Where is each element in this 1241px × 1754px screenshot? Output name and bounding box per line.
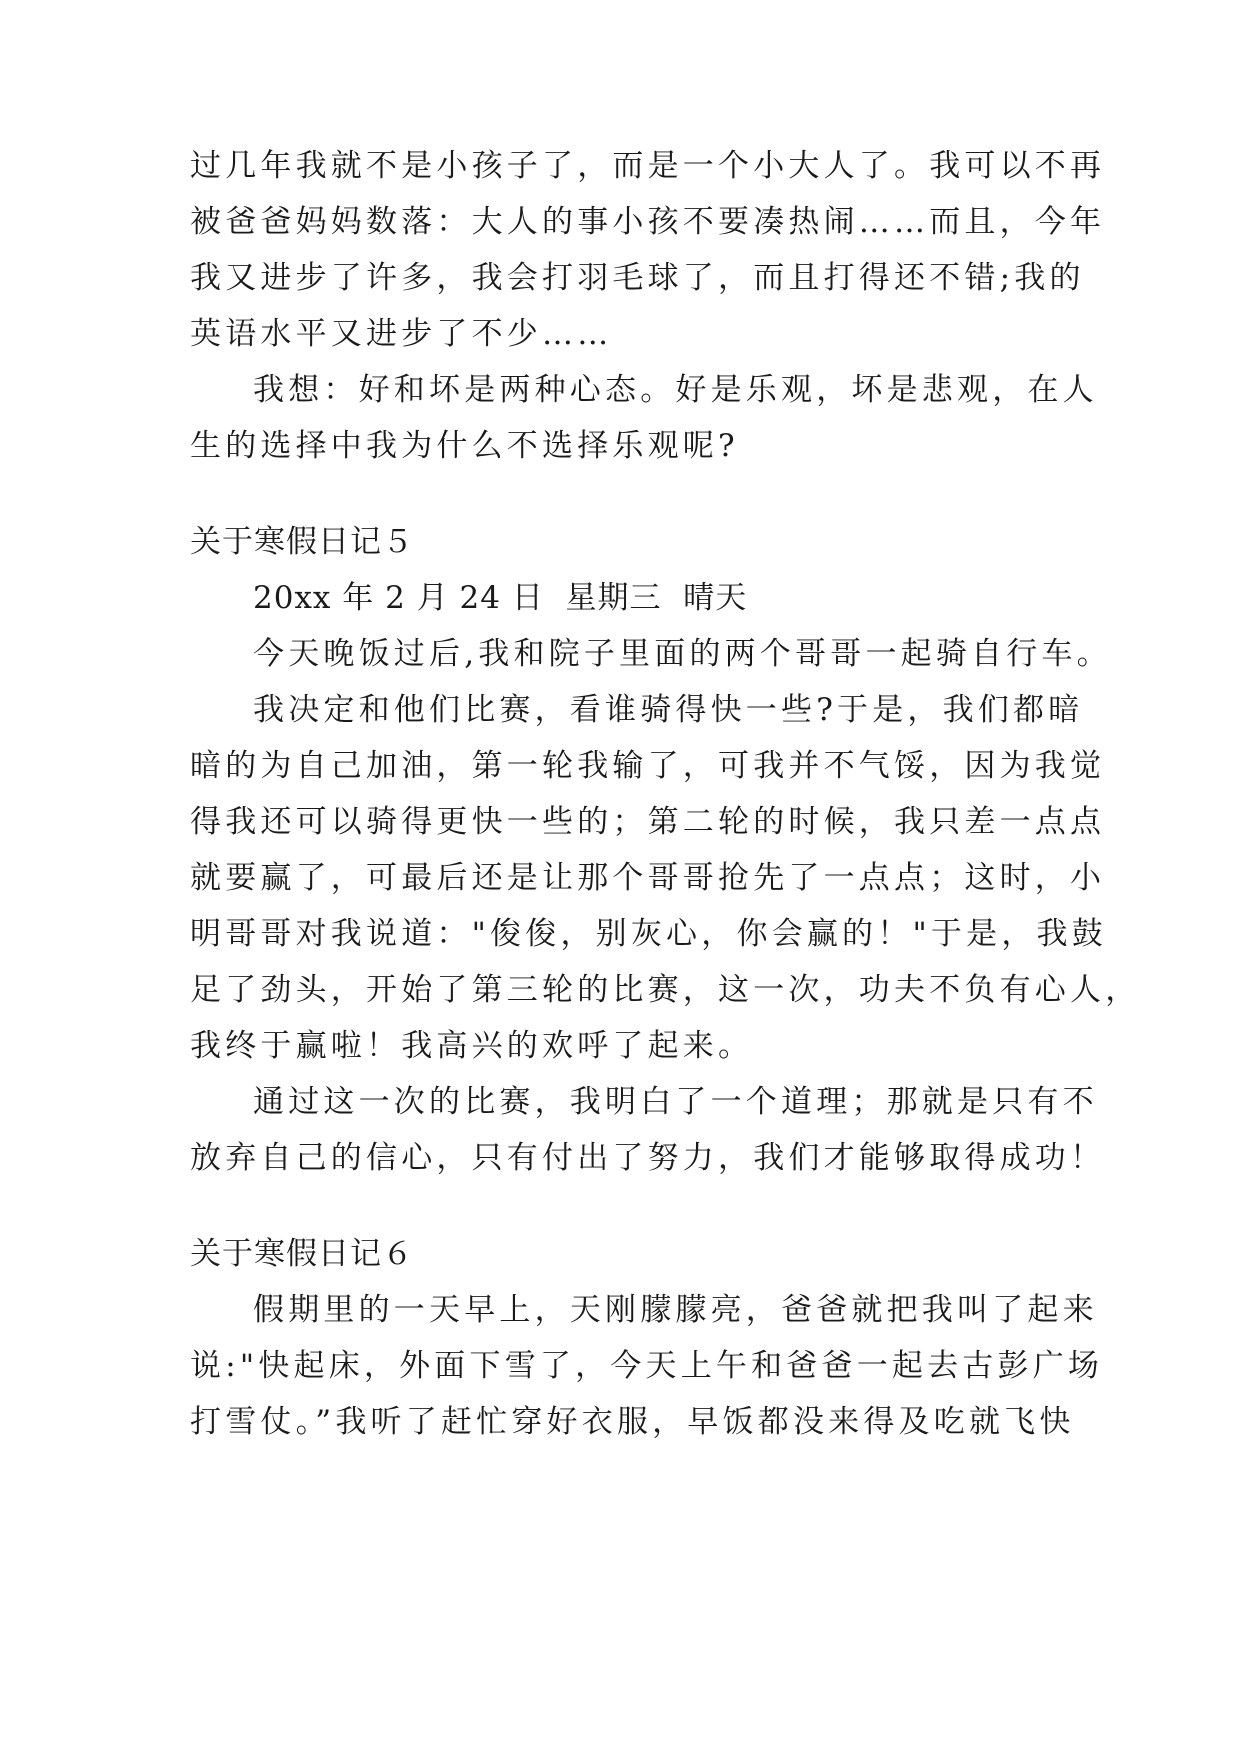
- section5-p3-line-2: 放弃自己的信心，只有付出了努力，我们才能够取得成功！: [190, 1140, 1106, 1176]
- section5-p2-line-3: 得我还可以骑得更快一些的；第二轮的时候，我只差一点点: [190, 804, 1106, 840]
- section5-date-line: 20xx 年 2 月 24 日 星期三 晴天: [253, 580, 748, 616]
- section5-p2-line-1: 我决定和他们比赛，看谁骑得快一些?于是，我们都暗: [253, 692, 1084, 728]
- section6-title: 关于寒假日记６: [190, 1236, 414, 1272]
- section5-title: 关于寒假日记５: [190, 524, 414, 560]
- reflection-line-1: 我想：好和坏是两种心态。好是乐观，坏是悲观，在人: [253, 372, 1098, 408]
- section6-p1-line-3: 打雪仗。”我听了赶忙穿好衣服，早饭都没来得及吃就飞快: [190, 1404, 1075, 1440]
- section5-p2-line-6: 足了劲头，开始了第三轮的比赛，这一次，功夫不负有心人，: [190, 972, 1141, 1008]
- section5-p2-line-7: 我终于赢啦！我高兴的欢呼了起来。: [190, 1028, 754, 1064]
- intro-line-4: 英语水平又进步了不少……: [190, 316, 613, 352]
- intro-line-2: 被爸爸妈妈数落：大人的事小孩不要凑热闹……而且，今年: [190, 204, 1106, 240]
- section5-p1-line-1: 今天晚饭过后,我和院子里面的两个哥哥一起骑自行车。: [253, 636, 1112, 672]
- intro-line-3: 我又进步了许多，我会打羽毛球了，而且打得还不错;我的: [190, 260, 1085, 296]
- section5-p2-line-2: 暗的为自己加油，第一轮我输了，可我并不气馁，因为我觉: [190, 748, 1106, 784]
- section5-p2-line-5: 明哥哥对我说道："俊俊，别灰心，你会赢的！"于是，我鼓: [190, 916, 1107, 952]
- reflection-line-2: 生的选择中我为什么不选择乐观呢?: [190, 428, 739, 464]
- section5-p2-line-4: 就要赢了，可最后还是让那个哥哥抢先了一点点；这时，小: [190, 860, 1106, 896]
- section6-p1-line-1: 假期里的一天早上，天刚朦朦亮，爸爸就把我叫了起来: [253, 1292, 1098, 1328]
- section6-p1-line-2: 说:"快起床，外面下雪了，今天上午和爸爸一起去古彭广场: [190, 1348, 1104, 1384]
- intro-line-1: 过几年我就不是小孩子了，而是一个小大人了。我可以不再: [190, 148, 1106, 184]
- section5-p3-line-1: 通过这一次的比赛，我明白了一个道理；那就是只有不: [253, 1084, 1098, 1120]
